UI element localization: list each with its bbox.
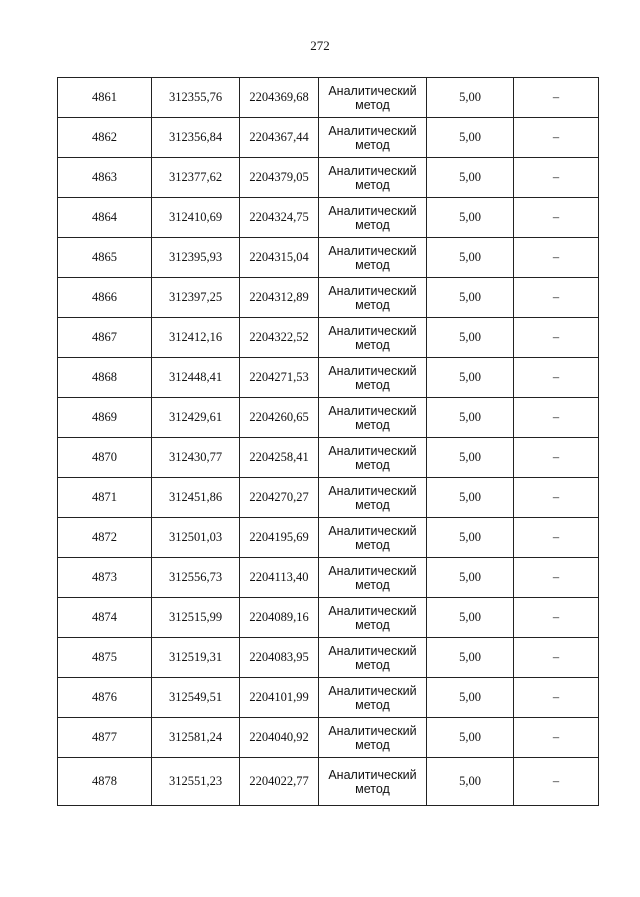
accuracy-cell: 5,00 [427, 678, 514, 718]
method-line-1: Аналитический [328, 163, 417, 178]
accuracy-cell: 5,00 [427, 358, 514, 398]
table-row [58, 518, 599, 558]
method-line-1: Аналитический [328, 683, 417, 698]
x-coordinate-cell: 312430,77 [152, 438, 240, 478]
accuracy-cell: 5,00 [427, 398, 514, 438]
accuracy-cell: 5,00 [427, 198, 514, 238]
method-line-1: Аналитический [328, 723, 417, 738]
method-line-1: Аналитический [328, 323, 417, 338]
y-coordinate-cell: 2204367,44 [240, 118, 319, 158]
table-row [58, 198, 599, 238]
table-row [58, 318, 599, 358]
point-number-cell: 4863 [58, 158, 152, 198]
table-row [58, 78, 599, 118]
x-coordinate-cell: 312377,62 [152, 158, 240, 198]
x-coordinate-cell: 312549,51 [152, 678, 240, 718]
method-line-1: Аналитический [328, 483, 417, 498]
y-coordinate-cell: 2204260,65 [240, 398, 319, 438]
method-line-2: метод [355, 337, 390, 352]
method-line-2: метод [355, 697, 390, 712]
table-row [58, 758, 599, 806]
method-line-2: метод [355, 737, 390, 752]
method-line-1: Аналитический [328, 83, 417, 98]
method-cell [319, 438, 427, 478]
point-number-cell: 4867 [58, 318, 152, 358]
method-line-2: метод [355, 217, 390, 232]
table-row [58, 158, 599, 198]
point-number-cell: 4862 [58, 118, 152, 158]
table-row [58, 118, 599, 158]
table-row [58, 678, 599, 718]
x-coordinate-cell: 312356,84 [152, 118, 240, 158]
table-row [58, 478, 599, 518]
accuracy-cell: 5,00 [427, 438, 514, 478]
y-coordinate-cell: 2204322,52 [240, 318, 319, 358]
method-line-1: Аналитический [328, 443, 417, 458]
note-cell: – [514, 198, 599, 238]
y-coordinate-cell: 2204271,53 [240, 358, 319, 398]
accuracy-cell: 5,00 [427, 598, 514, 638]
note-cell: – [514, 678, 599, 718]
point-number-cell: 4871 [58, 478, 152, 518]
method-cell [319, 718, 427, 758]
method-cell [319, 478, 427, 518]
y-coordinate-cell: 2204379,05 [240, 158, 319, 198]
method-cell [319, 638, 427, 678]
y-coordinate-cell: 2204089,16 [240, 598, 319, 638]
table-row [58, 558, 599, 598]
method-cell [319, 318, 427, 358]
point-number-cell: 4865 [58, 238, 152, 278]
point-number-cell: 4866 [58, 278, 152, 318]
accuracy-cell: 5,00 [427, 158, 514, 198]
method-cell [319, 598, 427, 638]
accuracy-cell: 5,00 [427, 558, 514, 598]
x-coordinate-cell: 312410,69 [152, 198, 240, 238]
accuracy-cell: 5,00 [427, 318, 514, 358]
y-coordinate-cell: 2204315,04 [240, 238, 319, 278]
x-coordinate-cell: 312501,03 [152, 518, 240, 558]
point-number-cell: 4878 [58, 758, 152, 806]
y-coordinate-cell: 2204022,77 [240, 758, 319, 806]
point-number-cell: 4861 [58, 78, 152, 118]
point-number-cell: 4873 [58, 558, 152, 598]
method-cell [319, 678, 427, 718]
method-line-1: Аналитический [328, 767, 417, 782]
table-row [58, 278, 599, 318]
method-line-1: Аналитический [328, 363, 417, 378]
point-number-cell: 4869 [58, 398, 152, 438]
accuracy-cell: 5,00 [427, 278, 514, 318]
coordinates-table [57, 77, 599, 806]
method-line-2: метод [355, 497, 390, 512]
x-coordinate-cell: 312429,61 [152, 398, 240, 438]
point-number-cell: 4874 [58, 598, 152, 638]
method-cell [319, 278, 427, 318]
method-line-2: метод [355, 377, 390, 392]
method-cell [319, 358, 427, 398]
y-coordinate-cell: 2204312,89 [240, 278, 319, 318]
y-coordinate-cell: 2204270,27 [240, 478, 319, 518]
accuracy-cell: 5,00 [427, 518, 514, 558]
accuracy-cell: 5,00 [427, 478, 514, 518]
y-coordinate-cell: 2204258,41 [240, 438, 319, 478]
x-coordinate-cell: 312519,31 [152, 638, 240, 678]
x-coordinate-cell: 312515,99 [152, 598, 240, 638]
method-line-2: метод [355, 537, 390, 552]
method-cell [319, 518, 427, 558]
method-line-1: Аналитический [328, 523, 417, 538]
x-coordinate-cell: 312448,41 [152, 358, 240, 398]
y-coordinate-cell: 2204324,75 [240, 198, 319, 238]
method-line-1: Аналитический [328, 283, 417, 298]
method-line-1: Аналитический [328, 563, 417, 578]
method-cell [319, 558, 427, 598]
y-coordinate-cell: 2204113,40 [240, 558, 319, 598]
y-coordinate-cell: 2204101,99 [240, 678, 319, 718]
accuracy-cell: 5,00 [427, 718, 514, 758]
note-cell: – [514, 758, 599, 806]
note-cell: – [514, 438, 599, 478]
point-number-cell: 4868 [58, 358, 152, 398]
note-cell: – [514, 318, 599, 358]
method-cell [319, 78, 427, 118]
method-line-1: Аналитический [328, 123, 417, 138]
method-line-1: Аналитический [328, 243, 417, 258]
method-line-1: Аналитический [328, 403, 417, 418]
table-row [58, 638, 599, 678]
x-coordinate-cell: 312451,86 [152, 478, 240, 518]
note-cell: – [514, 358, 599, 398]
x-coordinate-cell: 312397,25 [152, 278, 240, 318]
note-cell: – [514, 598, 599, 638]
x-coordinate-cell: 312412,16 [152, 318, 240, 358]
table-row [58, 238, 599, 278]
accuracy-cell: 5,00 [427, 638, 514, 678]
point-number-cell: 4877 [58, 718, 152, 758]
point-number-cell: 4870 [58, 438, 152, 478]
method-cell [319, 238, 427, 278]
note-cell: – [514, 718, 599, 758]
method-line-1: Аналитический [328, 643, 417, 658]
method-line-2: метод [355, 137, 390, 152]
table-row [58, 438, 599, 478]
note-cell: – [514, 278, 599, 318]
x-coordinate-cell: 312355,76 [152, 78, 240, 118]
x-coordinate-cell: 312556,73 [152, 558, 240, 598]
point-number-cell: 4876 [58, 678, 152, 718]
note-cell: – [514, 518, 599, 558]
note-cell: – [514, 558, 599, 598]
table-row [58, 398, 599, 438]
method-line-2: метод [355, 781, 390, 796]
x-coordinate-cell: 312395,93 [152, 238, 240, 278]
point-number-cell: 4864 [58, 198, 152, 238]
method-line-2: метод [355, 657, 390, 672]
note-cell: – [514, 638, 599, 678]
accuracy-cell: 5,00 [427, 78, 514, 118]
method-line-2: метод [355, 257, 390, 272]
method-line-2: метод [355, 297, 390, 312]
note-cell: – [514, 78, 599, 118]
method-line-2: метод [355, 577, 390, 592]
y-coordinate-cell: 2204040,92 [240, 718, 319, 758]
x-coordinate-cell: 312581,24 [152, 718, 240, 758]
x-coordinate-cell: 312551,23 [152, 758, 240, 806]
note-cell: – [514, 478, 599, 518]
point-number-cell: 4872 [58, 518, 152, 558]
method-line-2: метод [355, 457, 390, 472]
note-cell: – [514, 118, 599, 158]
method-line-2: метод [355, 417, 390, 432]
method-cell [319, 398, 427, 438]
point-number-cell: 4875 [58, 638, 152, 678]
y-coordinate-cell: 2204369,68 [240, 78, 319, 118]
y-coordinate-cell: 2204083,95 [240, 638, 319, 678]
table-row [58, 598, 599, 638]
method-cell [319, 758, 427, 806]
accuracy-cell: 5,00 [427, 238, 514, 278]
accuracy-cell: 5,00 [427, 118, 514, 158]
method-cell [319, 118, 427, 158]
accuracy-cell: 5,00 [427, 758, 514, 806]
method-cell [319, 158, 427, 198]
page-number: 272 [310, 38, 330, 53]
note-cell: – [514, 238, 599, 278]
table-row [58, 358, 599, 398]
method-line-1: Аналитический [328, 603, 417, 618]
coordinates-table-body [58, 78, 599, 806]
y-coordinate-cell: 2204195,69 [240, 518, 319, 558]
method-line-2: метод [355, 97, 390, 112]
method-line-2: метод [355, 617, 390, 632]
note-cell: – [514, 158, 599, 198]
method-cell [319, 198, 427, 238]
method-line-2: метод [355, 177, 390, 192]
method-line-1: Аналитический [328, 203, 417, 218]
table-row [58, 718, 599, 758]
note-cell: – [514, 398, 599, 438]
